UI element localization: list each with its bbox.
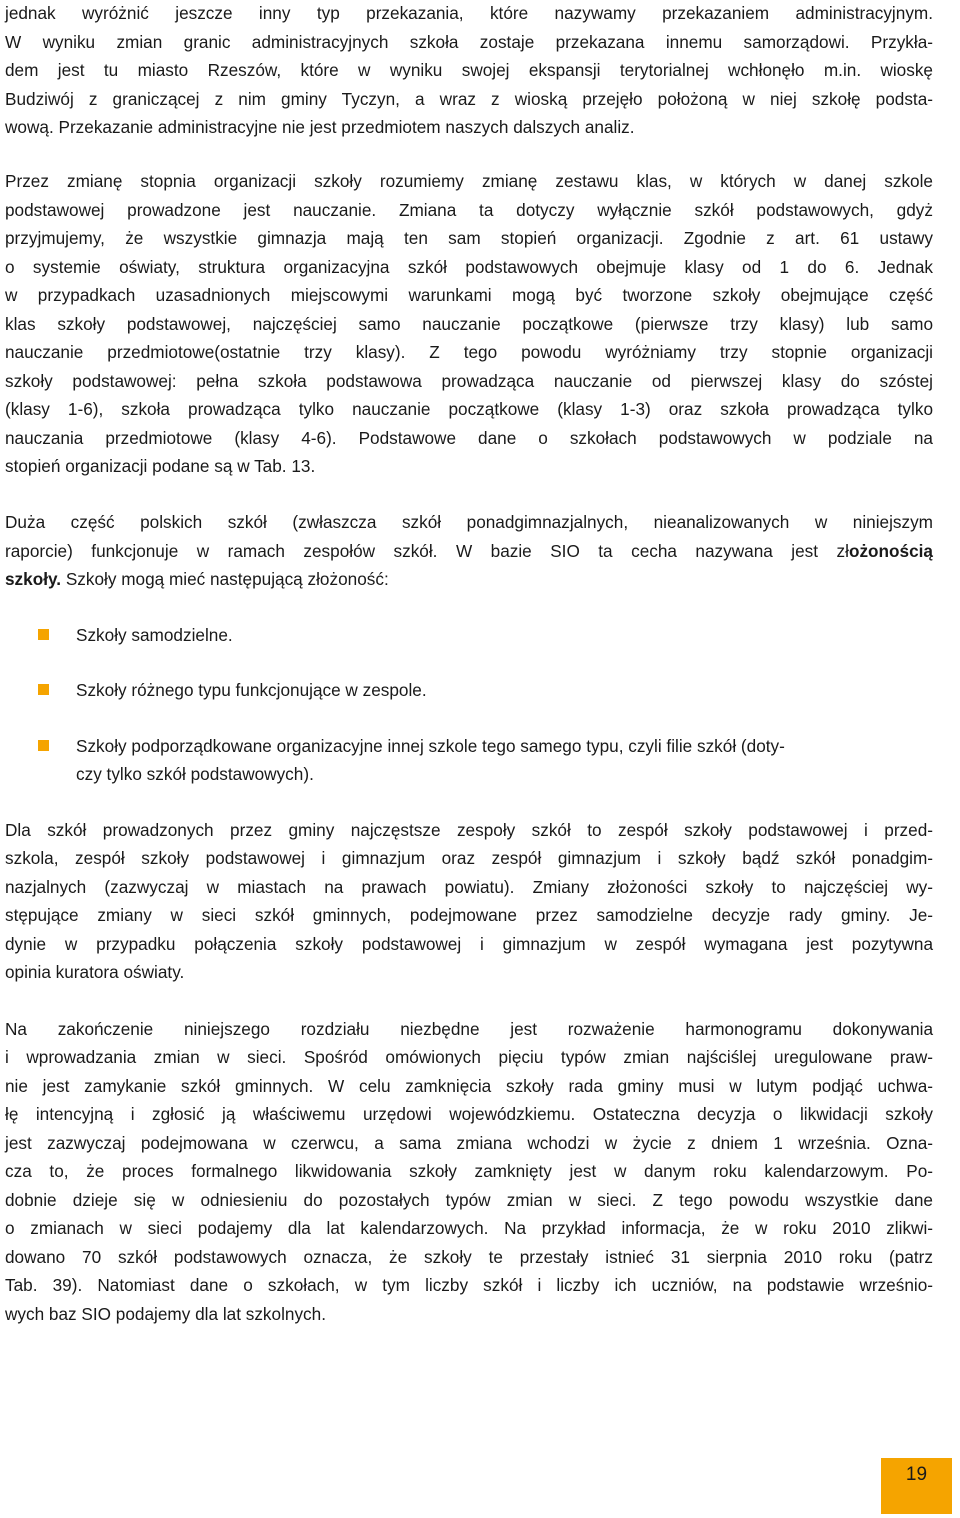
list-item-text: Szkoły podporządkowane organizacyjne innej szkole tego samego typu, czyli filie szkół (doty- (76, 736, 785, 756)
p1-line-5: wową. Przekazanie administracyjne nie jest przedmiotem naszych dalszych analiz. (5, 117, 635, 137)
p4-line-1: Dla szkół prowadzonych przez gminy najczęstsze zespoły szkół to zespół szkoły podstawowej i przed- (5, 820, 933, 840)
p5-line-5: jest zazwyczaj podejmowana w czerwcu, a sama zmiana wchodzi w życie z dniem 1 września. Ozna- (5, 1133, 933, 1153)
list-item-continuation: czy tylko szkół podstawowych). (76, 764, 314, 784)
list-item (38, 735, 933, 757)
p3-line-3-text: Szkoły mogą mieć następującą złożoność: (61, 569, 389, 589)
p3-bold-term: ożonością (848, 541, 933, 561)
p2-line-4: o systemie oświaty, struktura organizacyjna szkół podstawowych obejmuje klasy od 1 do 6. Jednak (5, 257, 933, 277)
list-item-text: Szkoły różnego typu funkcjonujące w zespole. (76, 680, 427, 700)
p2-line-2: podstawowej prowadzone jest nauczanie. Zmiana ta dotyczy wyłącznie szkół podstawowych, gdyż (5, 200, 933, 220)
p2-line-3: przyjmujemy, że wszystkie gimnazja mają ten sam stopień organizacji. Zgodnie z art. 61 ustawy (5, 228, 933, 248)
p1-line-3: dem jest tu miasto Rzeszów, które w wyniku swojej ekspansji terytorialnej wchłonęło m.in. wioskę (5, 60, 933, 80)
p5-line-3: nie jest zamykanie szkół gminnych. W celu zamknięcia szkoły rada gminy musi w lutym podjąć uchwa- (5, 1076, 933, 1096)
p1-line-1: jednak wyróżnić jeszcze inny typ przekazania, które nazywamy przekazaniem administracyjnym. (5, 3, 933, 23)
square-bullet-icon (38, 629, 49, 640)
square-bullet-icon (38, 740, 49, 751)
page-number: 19 (881, 1458, 952, 1514)
list-item (38, 624, 933, 646)
p1-line-4: Budziwój z graniczącej z nim gminy Tyczyn, a wraz z wioską przejęło położoną w niej szkołę podsta- (5, 89, 933, 109)
p5-line-2: i wprowadzania zmian w sieci. Spośród omówionych pięciu typów zmian najściślej uregulowane praw- (5, 1047, 933, 1067)
p2-line-10: nauczania przedmiotowe (klasy 4-6). Podstawowe dane o szkołach podstawowych w podziale na (5, 428, 933, 448)
p4-line-5: dynie w przypadku połączenia szkoły podstawowej i gimnazjum w zespół wymagana jest pozytywna (5, 934, 933, 954)
p5-line-7: dobnie dzieje się w odniesieniu do pozostałych typów zmian w sieci. Z tego powodu wszystkie dane (5, 1190, 933, 1210)
p5-line-8: o zmianach w sieci podajemy dla lat kalendarzowych. Na przykład informacja, że w roku 2010 zlikwi- (5, 1218, 933, 1238)
p3-line-2 (5, 540, 933, 562)
p2-line-1: Przez zmianę stopnia organizacji szkoły rozumiemy zmianę zestawu klas, w których w danej szkole (5, 171, 933, 191)
p5-line-1: Na zakończenie niniejszego rozdziału niezbędne jest rozważenie harmonogramu dokonywania (5, 1019, 933, 1039)
p1-line-2: W wyniku zmian granic administracyjnych szkoła zostaje przekazana innemu samorządowi. Przykła- (5, 32, 933, 52)
list-item-text: Szkoły samodzielne. (76, 625, 233, 645)
p3-line-2-text: raporcie) funkcjonuje w ramach zespołów szkół. W bazie SIO ta cecha nazywana jest zł (5, 541, 849, 561)
p3-bold-term-2: szkoły. (5, 569, 62, 589)
p2-line-9: (klasy 1-6), szkoła prowadząca tylko nauczanie początkowe (klasy 1-3) oraz szkoła prowadząca tylko (5, 399, 933, 419)
square-bullet-icon (38, 684, 49, 695)
p3-line-1: Duża część polskich szkół (zwłaszcza szkół ponadgimnazjalnych, nieanalizowanych w niniejszym (5, 512, 933, 532)
list-item (38, 679, 933, 701)
p2-line-11: stopień organizacji podane są w Tab. 13. (5, 456, 316, 476)
p4-line-3: nazjalnych (zazwyczaj w miastach na prawach powiatu). Zmiany złożoności szkoły to najczęściej wy- (5, 877, 933, 897)
p3-line-3 (5, 568, 933, 590)
p5-line-4: łę intencyjną i zgłosić ją właściwemu urzędowi wojewódzkiemu. Ostateczna decyzja o likwidacji szkoły (5, 1104, 933, 1124)
p4-line-4: stępujące zmiany w sieci szkół gminnych, podejmowane przez samodzielne decyzje rady gminy. Je- (5, 905, 933, 925)
p2-line-5: w przypadkach uzasadnionych miejscowymi warunkami mogą być tworzone szkoły obejmujące część (5, 285, 933, 305)
p4-line-2: szkola, zespół szkoły podstawowej i gimnazjum oraz zespół gimnazjum i szkoły bądź szkół ponadgim- (5, 848, 933, 868)
p5-line-11: wych baz SIO podajemy dla lat szkolnych. (5, 1304, 326, 1324)
p5-line-10: Tab. 39). Natomiast dane o szkołach, w tym liczby szkół i liczby ich uczniów, na podstawie wrześnio- (5, 1275, 933, 1295)
p5-line-9: dowano 70 szkół podstawowych oznacza, że szkoły te przestały istnieć 31 sierpnia 2010 roku (patrz (5, 1247, 933, 1267)
p2-line-6: klas szkoły podstawowej, najczęściej samo nauczanie początkowe (pierwsze trzy klasy) lub samo (5, 314, 933, 334)
p2-line-7: nauczanie przedmiotowe(ostatnie trzy klasy). Z tego powodu wyróżniamy trzy stopnie organizacji (5, 342, 933, 362)
p2-line-8: szkoły podstawowej: pełna szkoła podstawowa prowadząca nauczanie od pierwszej klasy do szóstej (5, 371, 933, 391)
p5-line-6: cza to, że proces formalnego likwidowania szkoły zamknięty jest w danym roku kalendarzowym. Po- (5, 1161, 933, 1181)
p4-line-6: opinia kuratora oświaty. (5, 962, 185, 982)
